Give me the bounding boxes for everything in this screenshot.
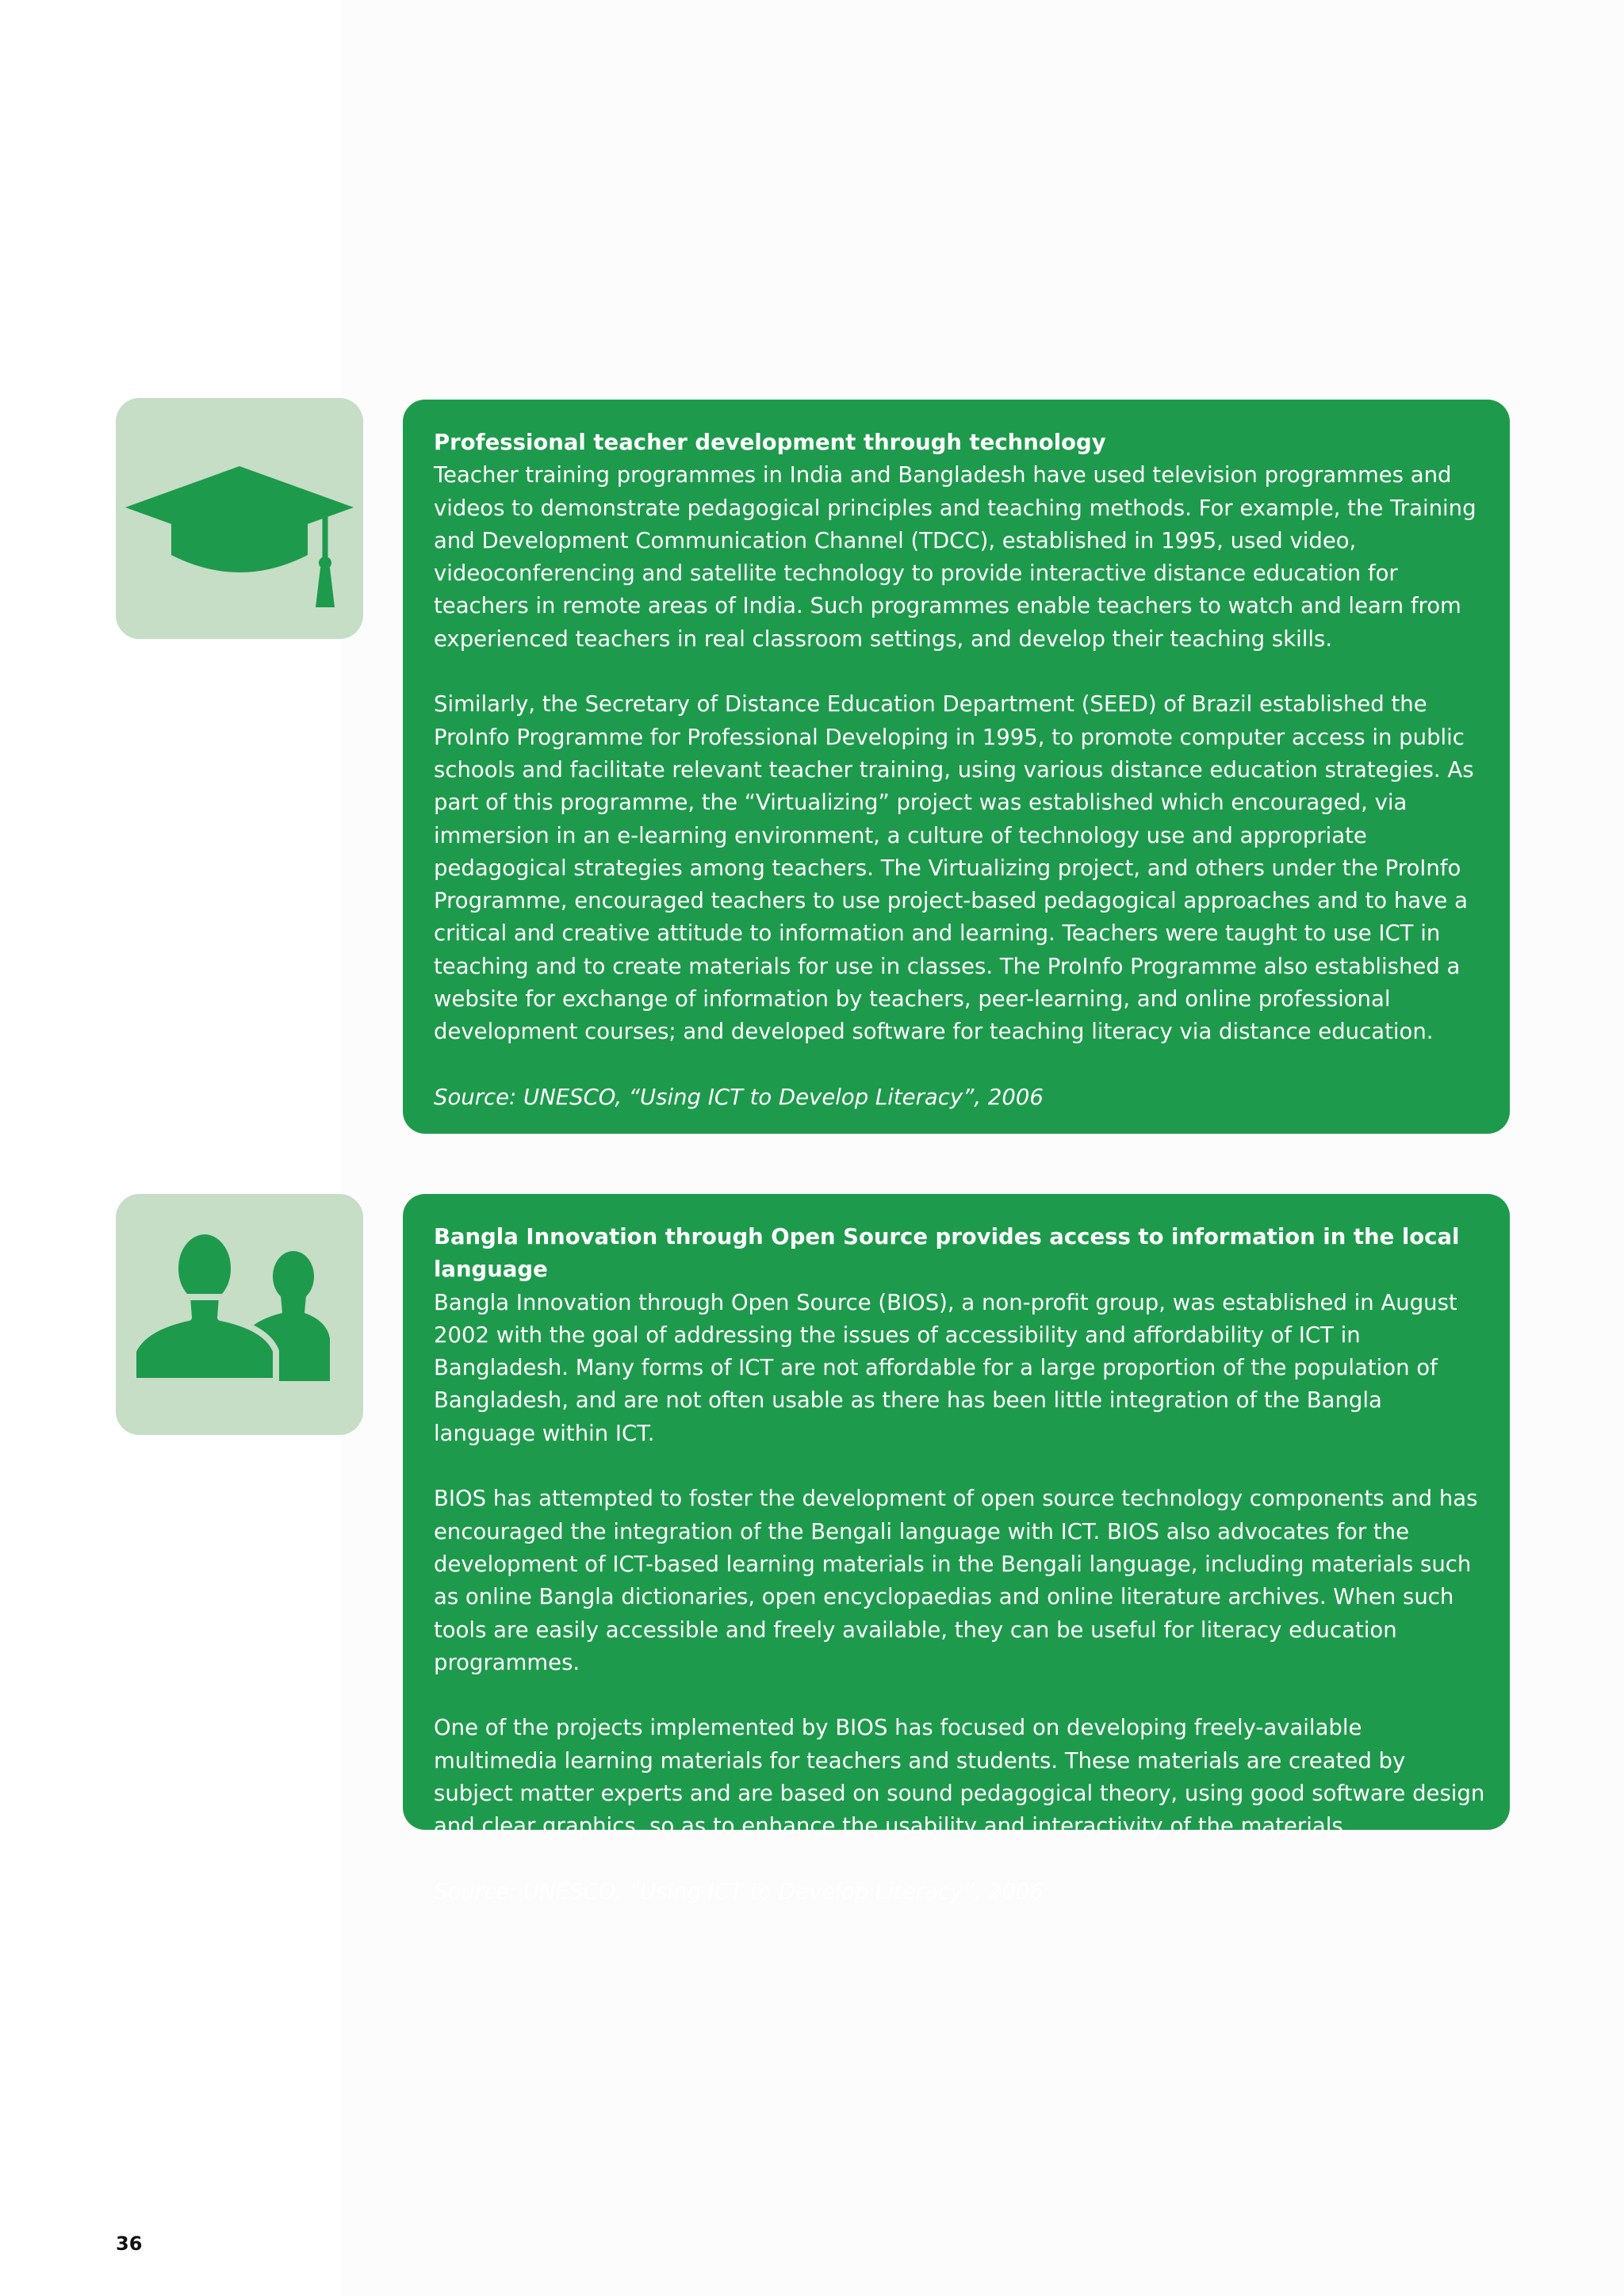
case-study-source: Source: UNESCO, “Using ICT to Develop Literacy”, 2006 xyxy=(434,1084,1044,1110)
case-study-body: Teacher training programmes in India and Bangladesh have used television programmes and videos to demonstrate pedagogical principles and teaching methods. For example, the Training and Development Communication Channel (TDCC), established in 1995, used video, videoconferencing and satellite technology to provide interactive distance education for teachers in remote areas of India. Such programmes enable teachers to watch and learn from experienced teachers in real classroom settings, and develop their teaching skills. xyxy=(434,462,1477,652)
case-study-title: Bangla Innovation through Open Source provides access to information in the local language xyxy=(434,1224,1460,1283)
graduation-cap-icon xyxy=(116,398,363,639)
page-background xyxy=(341,0,1624,2296)
icon-tile-bangla-innovation xyxy=(116,1194,363,1435)
case-study-paragraph xyxy=(434,1221,1486,1450)
icon-tile-teacher-development xyxy=(116,398,363,639)
case-study-body: Bangla Innovation through Open Source (BIOS), a non-profit group, was established in August 2002 with the goal of addressing the issues of accessibility and affordability of ICT in Bangladesh. Many forms of ICT are not affordable for a large proportion of the population of Bangladesh, and are not often usable as there has been little integration of the Bangla language within ICT. xyxy=(434,1289,1457,1446)
case-study-body: One of the projects implemented by BIOS has focused on developing freely-available multimedia learning materials for teachers and students. These materials are created by subject matter experts and are based on sound pedagogical theory, using good software design and clear graphics, so as to enhance the usability and interactivity of the materials. xyxy=(434,1715,1485,1839)
case-study-body: BIOS has attempted to foster the development of open source technology components and has encouraged the integration of the Bengali language with ICT. BIOS also advocates for the development of ICT-based learning materials in the Bengali language, including materials such as online Bangla dictionaries, open encyclopaedias and online literature archives. When such tools are easily accessible and freely available, they can be useful for literacy education programmes. xyxy=(434,1486,1478,1675)
page-number: 36 xyxy=(116,2233,143,2255)
case-study-box-teacher-development xyxy=(403,400,1510,1134)
case-study-source: Source: UNESCO, “Using ICT to Develop Literacy”, 2006 xyxy=(434,1878,1044,1904)
users-icon xyxy=(116,1194,363,1435)
case-study-body: Similarly, the Secretary of Distance Education Department (SEED) of Brazil established the ProInfo Programme for Professional Developing in 1995, to promote computer access in public schools and facilitate relevant teacher training, using various distance education strategies. As part of this programme, the “Virtualizing” project was established which encouraged, via immersion in an e-learning environment, a culture of technology use and appropriate pedagogical strategies among teachers. The Virtualizing project, and others under the ProInfo Programme, encouraged teachers to use project-based pedagogical approaches and to have a critical and creative attitude to information and learning. Teachers were taught to use ICT in teaching and to create materials for use in classes. The ProInfo Programme also established a website for exchange of information by teachers, peer-learning, and online professional development courses; and developed software for teaching literacy via distance education. xyxy=(434,691,1474,1045)
case-study-paragraph xyxy=(434,427,1486,656)
case-study-box-bangla-innovation xyxy=(403,1194,1510,1904)
case-study-title: Professional teacher development through technology xyxy=(434,430,1106,455)
